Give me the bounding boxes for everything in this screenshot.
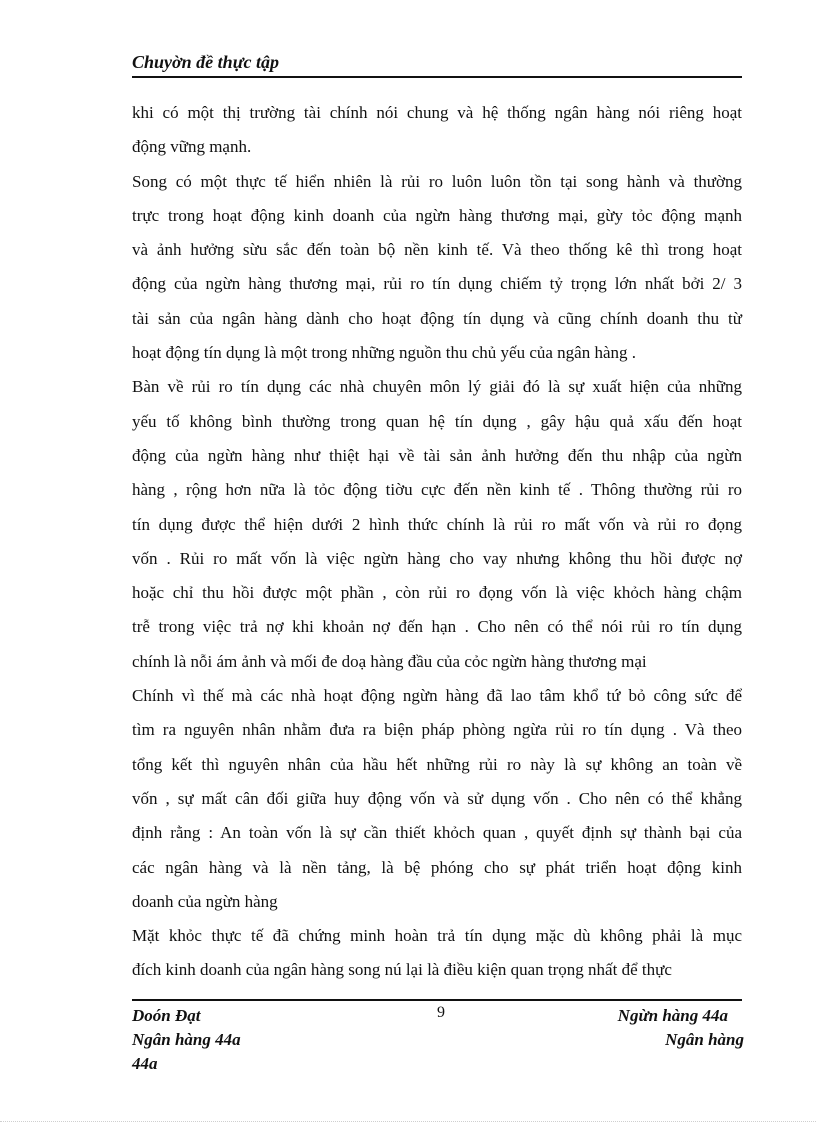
body-line: hàng , rộng hơn nữa là tỏc động tiờu cực đến nền kinh tế . Thông thường rủi ro [132, 480, 742, 500]
body-line: khi có một thị trường tài chính nói chung và hệ thống ngân hàng nói riêng hoạt [132, 103, 742, 122]
body-line: doanh của ngừn hàng [132, 891, 278, 911]
page-bottom-edge [0, 1121, 816, 1122]
page-footer [132, 1004, 744, 1084]
body-line: hoạt động tín dụng là một trong những nguồn thu chủ yếu của ngân hàng . [132, 343, 637, 363]
body-line: động vững mạnh. [132, 137, 252, 157]
body-line: vốn . Rủi ro mất vốn là việc ngừn hàng cho vay nhưng không thu hồi được nợ [132, 548, 742, 568]
body-line: Chính vì thế mà các nhà hoạt động ngừn hàng đã lao tâm khổ tứ bỏ công sức để [132, 686, 742, 706]
body-line: đích kinh doanh của ngân hàng song nú lại là điều kiện quan trọng nhất để thực [132, 960, 672, 980]
body-line: và ảnh hưởng sừu sắc đến toàn bộ nền kinh tế. Và theo thống kê thì trong hoạt [132, 240, 742, 260]
footer-class-right-2: Ngân hàng [665, 1030, 744, 1049]
footer-author: Doón Đạt [132, 1006, 201, 1025]
body-line: hoặc chỉ thu hồi được một phần , còn rủi ro đọng vốn là việc khỏch hàng chậm [132, 583, 742, 603]
body-line: Mặt khỏc thực tế đã chứng minh hoàn trả tín dụng mặc dù không phải là mục [132, 926, 742, 946]
body-line: Bàn về rủi ro tín dụng các nhà chuyên môn lý giải đó là sự xuất hiện của những [132, 377, 742, 397]
body-text [132, 96, 742, 988]
body-line: chính là nỗi ám ảnh và mối đe doạ hàng đầu của cỏc ngừn hàng thương mại [132, 651, 647, 671]
body-line: động của ngừn hàng thương mại, rủi ro tín dụng chiếm tỷ trọng lớn nhất bởi 2/ 3 [132, 274, 742, 294]
body-line: Song có một thực tế hiển nhiên là rủi ro luôn luôn tồn tại song hành và thường [132, 171, 742, 191]
header-title: Chuyờn đề thực tập [132, 52, 279, 72]
page-header [132, 48, 742, 78]
footer-class-left-2: Ngân hàng 44a [132, 1030, 241, 1049]
body-line: các ngân hàng và là nền tảng, là bệ phóng cho sự phát triển hoạt động kinh [132, 857, 742, 877]
body-line: trực trong hoạt động kinh doanh của ngừn hàng thương mại, gừy tỏc động mạnh [132, 205, 742, 225]
footer-class-right-1: Ngừn hàng 44a [617, 1006, 728, 1025]
body-line: tìm ra nguyên nhân nhằm đưa ra biện pháp phòng ngừa rủi ro tín dụng . Và theo [132, 720, 742, 740]
body-line: tài sản của ngân hàng dành cho hoạt động tín dụng và cũng chính doanh thu từ [132, 308, 742, 328]
body-line: động của ngừn hàng như thiệt hại về tài sản ảnh hưởng đến thu nhập của ngừn [132, 445, 742, 465]
body-line: trễ trong việc trả nợ khi khoản nợ đến hạn . Cho nên có thể nói rủi ro tín dụng [132, 617, 742, 637]
body-line: tín dụng được thể hiện dưới 2 hình thức chính là rủi ro mất vốn và rủi ro đọng [132, 514, 742, 534]
body-line: yếu tố không bình thường trong quan hệ tín dụng , gây hậu quả xấu đến hoạt [132, 411, 742, 431]
body-line: vốn , sự mất cân đối giữa huy động vốn và sử dụng vốn . Cho nên có thể khẳng [132, 788, 742, 808]
body-line: tổng kết thì nguyên nhân của hầu hết những rủi ro này là sự không an toàn về [132, 754, 742, 774]
footer-class-left-3: 44a [132, 1054, 158, 1073]
footer-divider [132, 999, 742, 1001]
body-line: định rằng : An toàn vốn là sự cần thiết khỏch quan , quyết định sự thành bại của [132, 823, 742, 843]
page-number: 9 [437, 1004, 445, 1021]
